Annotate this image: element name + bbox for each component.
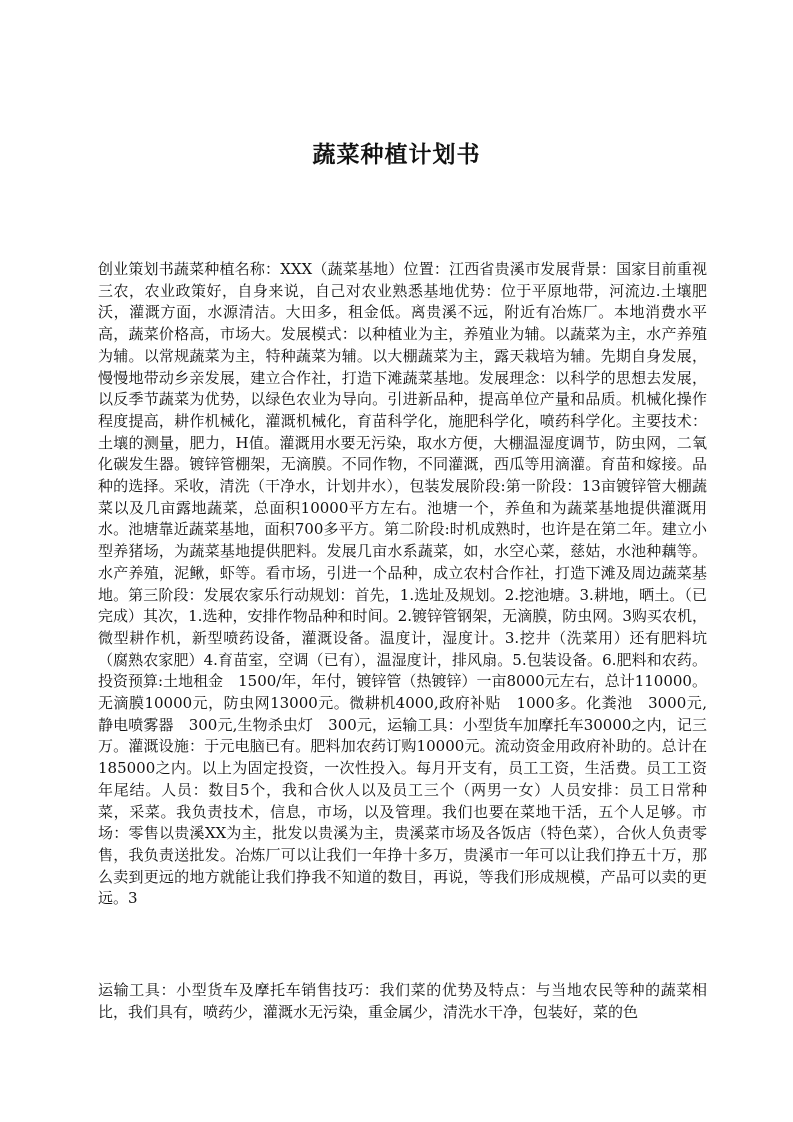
body-paragraph: 创业策划书蔬菜种植名称：XXX（蔬菜基地）位置：江西省贵溪市发展背景：国家目前重视三农，农业政策好，自身来说，自己对农业熟悉基地优势：位于平原地带，河流边.土壤肥沃，灌溉方面，水源清洁。大田多，租金低。离贵溪不远，附近有冶炼厂。本地消费水平高，蔬菜价格高，市场大。发展模式：以种植业为主，养殖业为辅。以蔬菜为主，水产养殖为辅。以常规蔬菜为主，特种蔬菜为辅。以大棚蔬菜为主，露天栽培为辅。先期自身发展，慢慢地带动乡亲发展，建立合作社，打造下滩蔬菜基地。发展理念：以科学的思想去发展，以反季节蔬菜为优势，以绿色农业为导向。引进新品种，提高单位产量和品质。机械化操作程度提高，耕作机械化，灌溉机械化，育苗科学化，施肥科学化，喷药科学化。主要技术：土壤的测量，肥力，H值。灌溉用水要无污染，取水方便，大棚温湿度调节，防虫网，二氧化碳发生器。镀锌管棚架，无滴膜。不同作物，不同灌溉，西瓜等用滴灌。育苗和嫁接。品种的选择。采收，清洗（干净水，计划井水），包装发展阶段:第一阶段：13亩镀锌管大棚蔬菜以及几亩露地蔬菜，总面积10000平方左右。池塘一个，养鱼和为蔬菜基地提供灌溉用水。池塘靠近蔬菜基地，面积700多平方。第二阶段:时机成熟时，也许是在第二年。建立小型养猪场，为蔬菜基地提供肥料。发展几亩水系蔬菜，如，水空心菜，慈姑，水池种藕等。水产养殖，泥鳅，虾等。看市场，引进一个品种，成立农村合作社，打造下滩及周边蔬菜基地。第三阶段：发展农家乐行动规划：首先，1.选址及规划。2.挖池塘。3.耕地，晒土。（已完成）其次，1.选种，安排作物品种和时间。2.镀锌管钢架，无滴膜，防虫网。3购买农机，微型耕作机，新型喷药设备，灌溉设备。温度计，湿度计。3.挖井（洗菜用）还有肥料坑（腐熟农家肥）4.育苗室，空调（已有），温湿度计，排风扇。5.包装设备。6.肥料和农药。投资预算:土地租金 1500/年，年付，镀锌管（热镀锌）一亩8000元左右，总计110000。无滴膜10000元，防虫网13000元。微耕机4000,政府补贴 1000多。化粪池 3000元,静电喷雾器 300元,生物杀虫灯 300元，运输工具：小型货车加摩托车30000之内，记三万。灌溉设施：于元电脑已有。肥料加农药订购10000元。流动资金用政府补助的。总计在 185000之内。以上为固定投资，一次性投入。每月开支有，员工工资，生活费。员工工资年尾结。人员：数目5个，我和合伙人以及员工三个（两男一女）人员安排：员工日常种菜，采菜。我负责技术，信息，市场，以及管理。我们也要在菜地干活，五个人足够。市场：零售以贵溪XX为主，批发以贵溪为主，贵溪菜市场及各饭店（特色菜），合伙人负责零售，我负责送批发。冶炼厂可以让我们一年挣十多万，贵溪市一年可以让我们挣五十万，那么卖到更远的地方就能让我们挣我不知道的数目，再说，等我们形成规模，产品可以卖的更远。3 (98, 260, 723, 908)
body-paragraph: 运输工具：小型货车及摩托车销售技巧：我们菜的优势及特点：与当地农民等种的蔬菜相比，我们具有，喷药少，灌溉水无污染，重金属少，清洗水干净，包装好，菜的色 (98, 981, 707, 1021)
document-title: 蔬菜种植计划书 (312, 142, 481, 168)
